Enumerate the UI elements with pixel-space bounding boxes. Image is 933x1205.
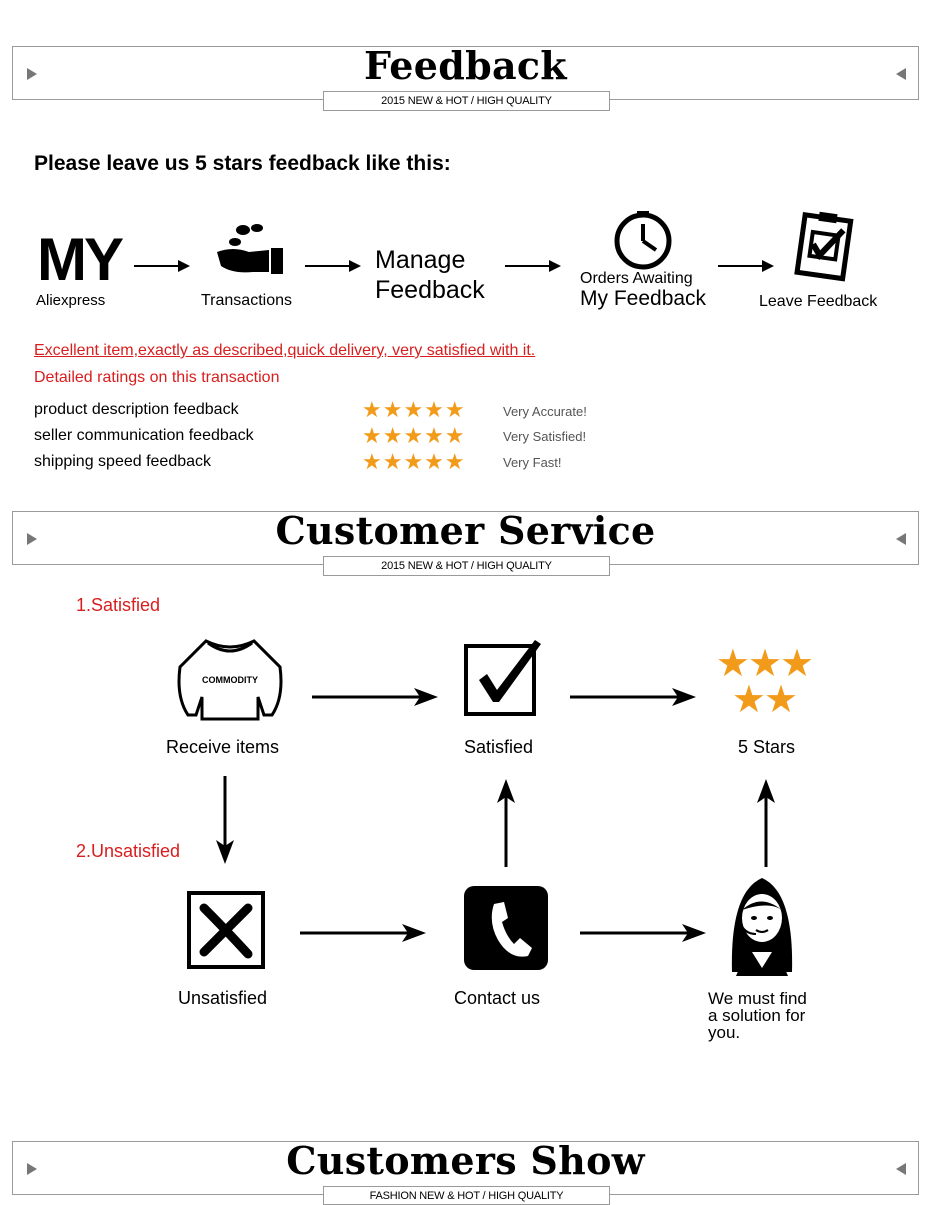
five-stars-icon: ★★★ ★★ <box>715 643 813 721</box>
banner-title: Customers Show <box>286 1138 645 1183</box>
arrow-right-icon <box>310 686 440 708</box>
arrow-right-icon <box>503 256 563 276</box>
rating-label: seller communication feedback <box>34 427 254 444</box>
solution-line1: We must find <box>708 989 807 1008</box>
customers-show-banner <box>12 1138 919 1202</box>
banner-subtitle: FASHION NEW & HOT / HIGH QUALITY <box>323 1186 610 1205</box>
step-unsatisfied-label: 2.Unsatisfied <box>76 841 181 861</box>
my-aliexpress-label: Aliexpress <box>36 292 106 309</box>
detailed-ratings-title: Detailed ratings on this transaction <box>34 369 280 386</box>
arrow-left-icon <box>896 533 906 545</box>
satisfied-label: Satisfied <box>464 737 534 757</box>
checkbox-checked-icon <box>463 638 547 718</box>
checkbox-x-icon <box>186 890 266 970</box>
feedback-instruction: Please leave us 5 stars feedback like this: <box>34 152 451 175</box>
sample-comment: Excellent item,exactly as described,quick delivery, very satisfied with it. <box>34 342 536 359</box>
transactions-label: Transactions <box>201 292 292 309</box>
feedback-banner <box>12 43 919 107</box>
manage-label-line1: Manage <box>375 246 466 274</box>
step-satisfied-label: 1.Satisfied <box>76 595 161 615</box>
unsatisfied-label: Unsatisfied <box>178 988 268 1008</box>
arrow-left-icon <box>896 68 906 80</box>
rating-label: product description feedback <box>34 401 239 418</box>
payment-hand-icon <box>213 220 285 276</box>
solution-line3: you. <box>708 1023 741 1042</box>
arrow-right-icon <box>568 686 698 708</box>
banner-title: Feedback <box>364 43 567 88</box>
arrow-right-icon <box>578 922 708 944</box>
solution-line2: a solution for <box>708 1006 806 1025</box>
commodity-text: COMMODITY <box>202 675 258 685</box>
rating-stars: ★★★★★ <box>362 449 466 474</box>
arrow-up-icon <box>495 777 517 869</box>
rating-word: Very Satisfied! <box>503 429 587 444</box>
manage-label-line2: Feedback <box>375 276 485 304</box>
manage-feedback-label <box>375 245 485 305</box>
five-stars-label: 5 Stars <box>738 737 796 757</box>
banner-subtitle: 2015 NEW & HOT / HIGH QUALITY <box>323 556 610 576</box>
orders-awaiting-label <box>580 270 706 310</box>
support-agent-icon <box>722 872 802 976</box>
rating-stars: ★★★★★ <box>362 423 466 448</box>
arrow-right-icon <box>132 256 192 276</box>
rating-label: shipping speed feedback <box>34 453 212 470</box>
solution-text <box>708 990 807 1041</box>
banner-subtitle: 2015 NEW & HOT / HIGH QUALITY <box>323 91 610 111</box>
receive-items-label: Receive items <box>166 737 280 757</box>
commodity-icon <box>172 637 288 723</box>
orders-label-line2: My Feedback <box>580 287 707 310</box>
orders-label-line1: Orders Awaiting <box>580 270 693 287</box>
rating-word: Very Accurate! <box>503 404 587 419</box>
rating-stars: ★★★★★ <box>362 397 466 422</box>
leave-feedback-label: Leave Feedback <box>759 293 878 310</box>
phone-icon <box>464 886 548 970</box>
arrow-left-icon <box>896 1163 906 1175</box>
clock-icon <box>612 210 674 272</box>
arrow-right-icon <box>716 256 776 276</box>
rating-word: Very Fast! <box>503 455 562 470</box>
customer-service-banner <box>12 508 919 572</box>
arrow-right-icon <box>303 256 363 276</box>
my-logo: MY <box>37 226 121 293</box>
contact-us-label: Contact us <box>454 988 541 1008</box>
arrow-up-icon <box>755 777 777 869</box>
arrow-right-icon <box>298 922 428 944</box>
clipboard-check-icon <box>793 210 859 282</box>
arrow-down-icon <box>214 774 236 866</box>
banner-title: Customer Service <box>275 508 656 553</box>
